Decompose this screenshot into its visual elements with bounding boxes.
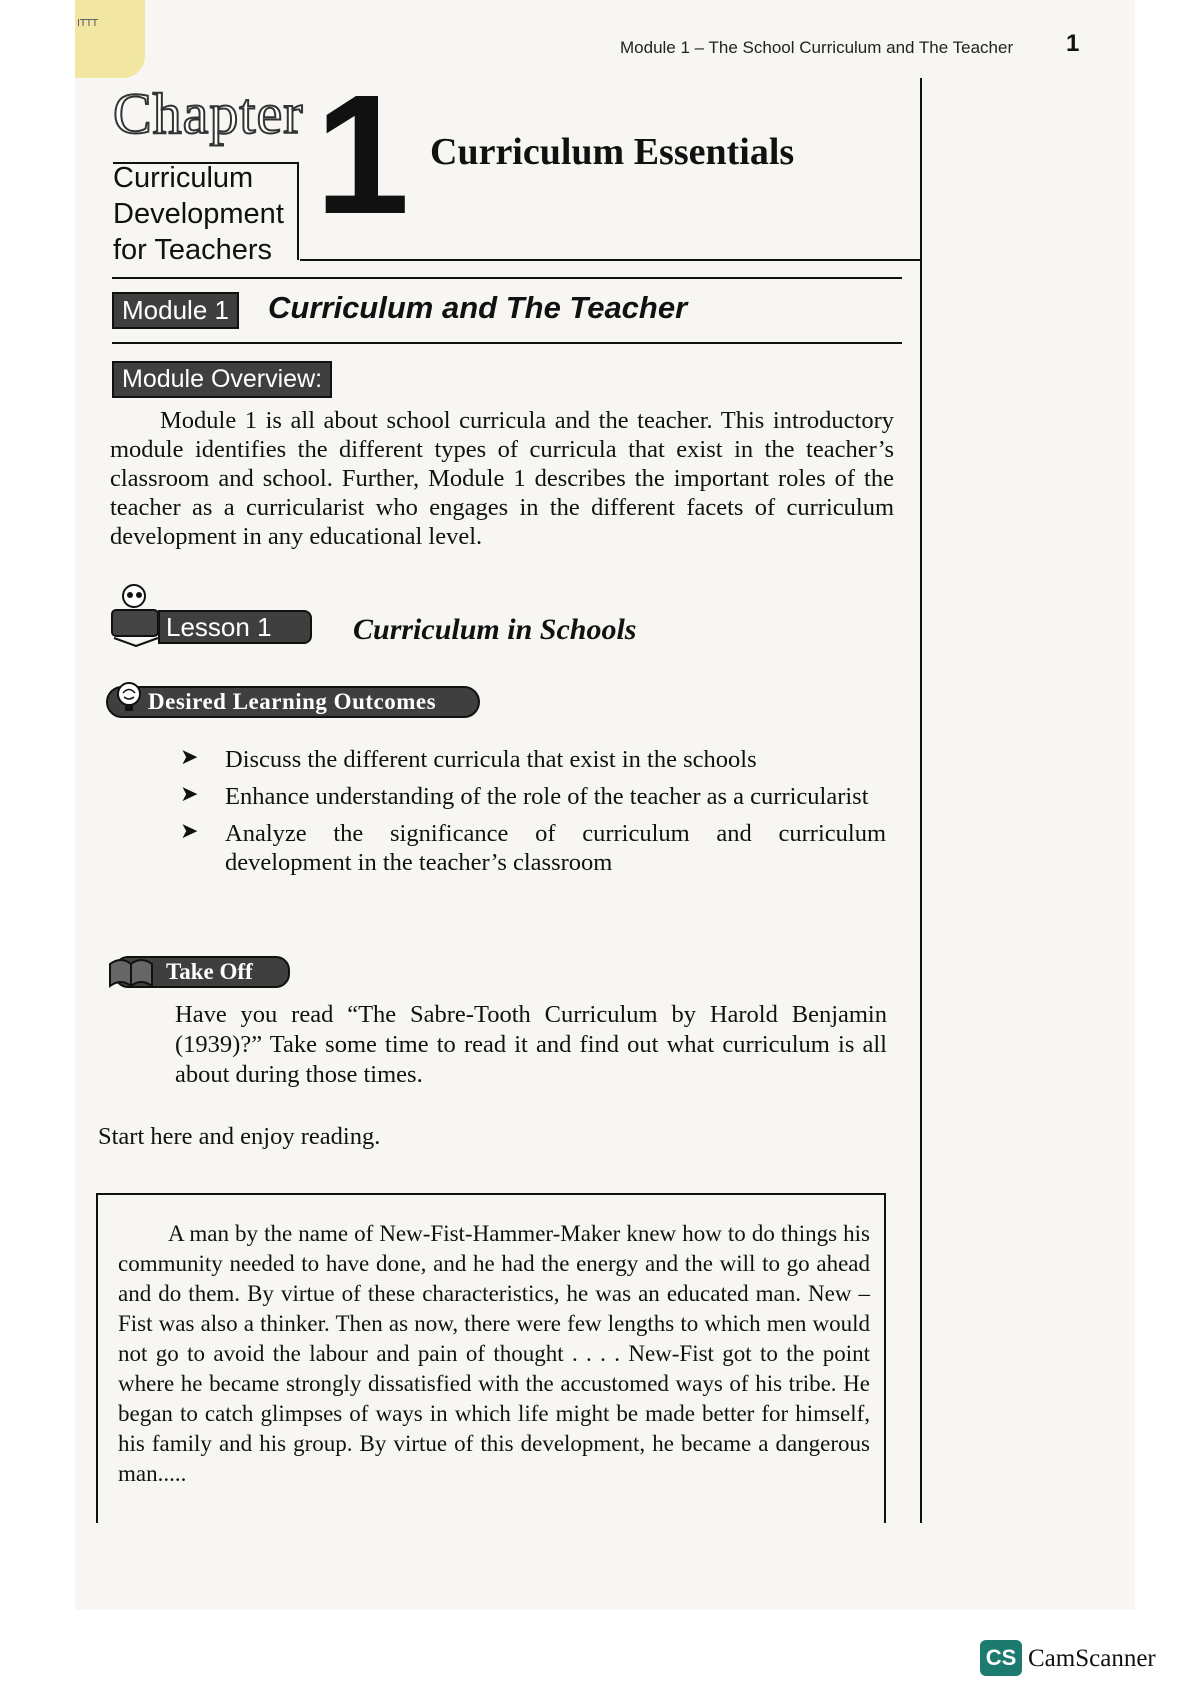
tab-mark-text: ITTT xyxy=(77,18,98,29)
takeoff-badge xyxy=(106,952,292,992)
story-excerpt-box xyxy=(96,1193,886,1523)
lesson-label: Lesson 1 xyxy=(158,610,312,644)
list-item xyxy=(180,745,886,774)
brain-idea-icon xyxy=(112,680,146,714)
overview-label: Module Overview: xyxy=(112,361,332,398)
arrow-bullet-icon: ➤ xyxy=(180,819,199,844)
takeoff-text: Have you read “The Sabre-Tooth Curriculum by Harold Benjamin (1939)?” Take some time to read it and find out what curriculum is all about during those times. xyxy=(175,1001,887,1088)
camscanner-watermark: CamScanner xyxy=(1028,1645,1156,1672)
start-reading-text: Start here and enjoy reading. xyxy=(98,1123,381,1150)
module-label: Module 1 xyxy=(112,292,239,329)
chapter-box-rule xyxy=(297,162,299,260)
story-excerpt xyxy=(118,1219,870,1489)
chapter-subtitle xyxy=(113,160,284,268)
arrow-bullet-icon: ➤ xyxy=(180,745,199,770)
right-margin-rule xyxy=(920,78,922,1523)
chapter-underline xyxy=(300,259,920,261)
outcomes-label: Desired Learning Outcomes xyxy=(106,686,480,718)
list-item xyxy=(180,819,886,877)
chapter-number: 1 xyxy=(315,60,410,250)
page-number: 1 xyxy=(1066,30,1080,57)
outcomes-list xyxy=(180,745,886,885)
lesson-title: Curriculum in Schools xyxy=(353,613,637,646)
story-text: A man by the name of New-Fist-Hammer-Maker knew how to do things his community needed to have done, and he had the energy and the will to go ahead and do them. By virtue of these characteristics, he was an educated man. New –Fist was also a thinker. Then as now, there were few lengths to which men would not go to avoid the labour and pain of thought . . . . New-Fist got to the point where he became strongly dissatisfied with the accustomed ways of his tribe. He began to catch glimpses of ways in which life might be made better for himself, his family and his group. By virtue of this development, he became a dangerous man..... xyxy=(118,1221,870,1486)
chapter-word: Chapter xyxy=(113,81,304,146)
outcome-text: Analyze the significance of curriculum and curriculum development in the teacher’s classroom xyxy=(225,820,886,876)
lesson-badge xyxy=(108,580,314,648)
module-rule-bottom xyxy=(112,342,902,344)
chapter-subtitle-line: Curriculum xyxy=(113,162,254,194)
takeoff-label: Take Off xyxy=(114,956,290,988)
outcome-text: Discuss the different curricula that exist in the schools xyxy=(225,746,757,773)
arrow-bullet-icon: ➤ xyxy=(180,782,199,807)
chapter-title: Curriculum Essentials xyxy=(430,131,795,173)
module-title: Curriculum and The Teacher xyxy=(268,290,688,325)
chapter-subtitle-line: for Teachers xyxy=(113,234,273,266)
module-rule-top xyxy=(112,277,902,279)
chapter-subtitle-line: Development xyxy=(113,198,284,230)
overview-paragraph xyxy=(110,406,894,551)
outcomes-badge xyxy=(106,680,482,720)
list-item xyxy=(180,782,886,811)
overview-text: Module 1 is all about school curricula and the teacher. This introductory module identifies the different types of curricula that exist in the teacher’s classroom and school. Further, Module 1 describes the important roles of the teacher as a curricularist who engages in the different facets of curriculum development in any educational level. xyxy=(110,407,894,550)
outcome-text: Enhance understanding of the role of the teacher as a curricularist xyxy=(225,783,869,810)
open-book-icon xyxy=(106,952,156,992)
sticky-tab xyxy=(75,0,145,78)
camscanner-logo-icon: CS xyxy=(980,1640,1022,1676)
running-head: Module 1 – The School Curriculum and The Teacher xyxy=(620,38,1014,57)
